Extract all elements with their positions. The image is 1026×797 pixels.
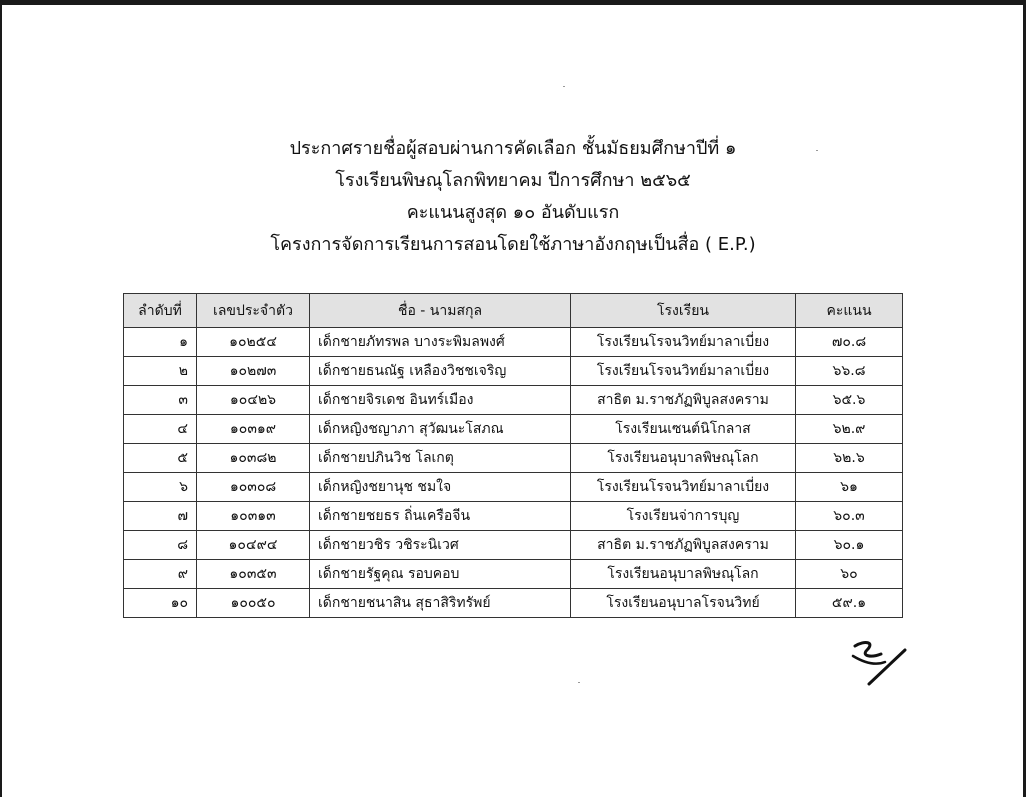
cell-score: ๗๐.๘ [796,328,903,357]
cell-score: ๕๙.๑ [796,589,903,618]
cell-full-name: เด็กชายรัฐคุณ รอบคอบ [310,560,571,589]
table-row [124,473,903,502]
cell-full-name: เด็กชายวชิร วชิระนิเวศ [310,531,571,560]
heading-line-3: คะแนนสูงสุด ๑๐ อันดับแรก [406,202,620,223]
cell-score: ๖๒.๖ [796,444,903,473]
table-row [124,589,903,618]
cell-school: สาธิต ม.ราชภัฏพิบูลสงคราม [571,531,796,560]
scan-speck [578,682,580,683]
cell-school: โรงเรียนอนุบาลโรจนวิทย์ [571,589,796,618]
cell-full-name: เด็กหญิงชญาภา สุวัฒนะโสภณ [310,415,571,444]
cell-student-id: ๑๐๓๕๓ [197,560,310,589]
cell-school: สาธิต ม.ราชภัฏพิบูลสงคราม [571,386,796,415]
cell-full-name: เด็กชายชนาสิน สุธาสิริทรัพย์ [310,589,571,618]
cell-student-id: ๑๐๔๒๖ [197,386,310,415]
cell-full-name: เด็กชายชยธร ถิ่นเครือจีน [310,502,571,531]
table-row [124,444,903,473]
cell-rank: ๔ [124,415,197,444]
table-row [124,328,903,357]
cell-score: ๖๐.๓ [796,502,903,531]
cell-student-id: ๑๐๓๑๙ [197,415,310,444]
scan-top-border [0,0,1026,5]
scan-speck [563,86,565,87]
table-row [124,502,903,531]
header-rank: ลำดับที่ [124,294,197,328]
cell-student-id: ๑๐๓๑๓ [197,502,310,531]
cell-score: ๖๒.๙ [796,415,903,444]
header-student-id: เลขประจำตัว [197,294,310,328]
cell-school: โรงเรียนอนุบาลพิษณุโลก [571,560,796,589]
table-row [124,357,903,386]
announcement-heading [0,133,1026,261]
cell-score: ๖๑ [796,473,903,502]
table-row [124,560,903,589]
heading-line-2: โรงเรียนพิษณุโลกพิทยาคม ปีการศึกษา ๒๕๖๕ [335,170,691,191]
cell-student-id: ๑๐๒๕๔ [197,328,310,357]
cell-rank: ๒ [124,357,197,386]
cell-school: โรงเรียนอนุบาลพิษณุโลก [571,444,796,473]
results-table [123,293,903,618]
heading-line-4: โครงการจัดการเรียนการสอนโดยใช้ภาษาอังกฤษเป็นสื่อ ( E.P.) [270,234,756,255]
cell-school: โรงเรียนเซนต์นิโกลาส [571,415,796,444]
table-header-row [124,294,903,328]
cell-school: โรงเรียนโรจนวิทย์มาลาเบี่ยง [571,328,796,357]
table-row [124,531,903,560]
cell-rank: ๑ [124,328,197,357]
cell-rank: ๘ [124,531,197,560]
cell-full-name: เด็กชายจิรเดช อินทร์เมือง [310,386,571,415]
cell-score: ๖๐.๑ [796,531,903,560]
header-score: คะแนน [796,294,903,328]
cell-student-id: ๑๐๒๗๓ [197,357,310,386]
table-row [124,386,903,415]
cell-student-id: ๑๐๔๙๔ [197,531,310,560]
cell-score: ๖๖.๘ [796,357,903,386]
header-full-name: ชื่อ - นามสกุล [310,294,571,328]
scan-left-border [0,0,2,797]
cell-rank: ๖ [124,473,197,502]
cell-full-name: เด็กชายธนณัฐ เหลืองวิชชเจริญ [310,357,571,386]
cell-score: ๖๐ [796,560,903,589]
cell-school: โรงเรียนโรจนวิทย์มาลาเบี่ยง [571,473,796,502]
cell-rank: ๕ [124,444,197,473]
cell-full-name: เด็กหญิงชยานุช ชมใจ [310,473,571,502]
cell-rank: ๙ [124,560,197,589]
cell-full-name: เด็กชายปภินวิช โลเกตุ [310,444,571,473]
cell-full-name: เด็กชายภัทรพล บางระพิมลพงศ์ [310,328,571,357]
cell-student-id: ๑๐๓๐๘ [197,473,310,502]
cell-rank: ๗ [124,502,197,531]
cell-student-id: ๑๐๐๕๐ [197,589,310,618]
handwritten-signature [845,632,915,692]
cell-school: โรงเรียนโรจนวิทย์มาลาเบี่ยง [571,357,796,386]
cell-rank: ๓ [124,386,197,415]
cell-student-id: ๑๐๓๘๒ [197,444,310,473]
cell-school: โรงเรียนจ่าการบุญ [571,502,796,531]
cell-score: ๖๕.๖ [796,386,903,415]
cell-rank: ๑๐ [124,589,197,618]
header-school: โรงเรียน [571,294,796,328]
heading-line-1: ประกาศรายชื่อผู้สอบผ่านการคัดเลือก ชั้นมัธยมศึกษาปีที่ ๑ [289,138,737,159]
table-row [124,415,903,444]
